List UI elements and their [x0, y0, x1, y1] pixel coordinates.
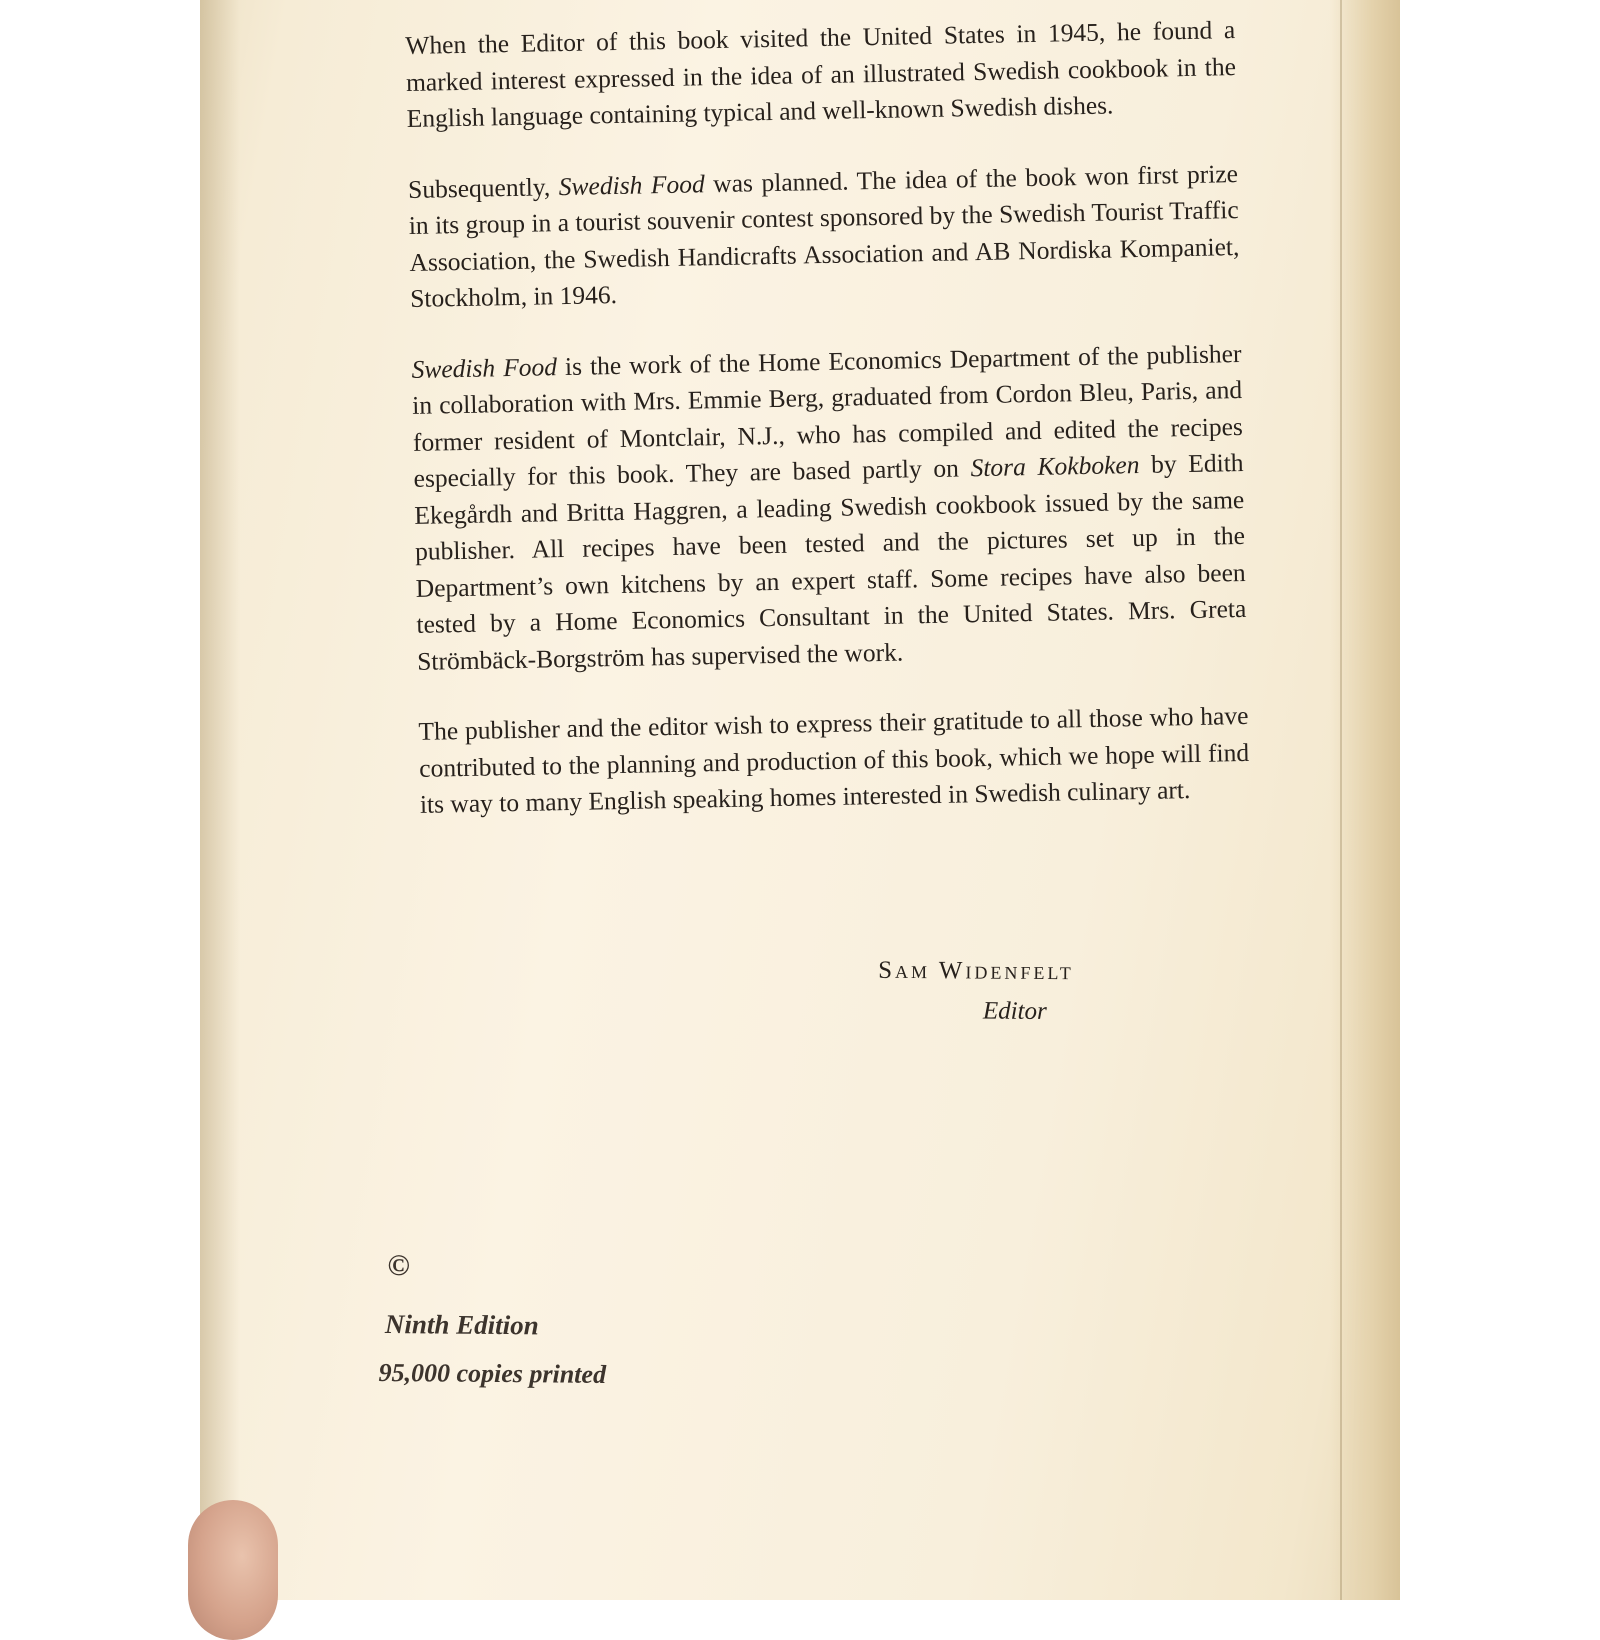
preface-paragraph-4: The publisher and the editor wish to express their gratitude to all those who have contributed to the planning and production of this book, which we hope will find its way to many English speaking homes interested in Swedish culinary art.: [418, 700, 1250, 819]
editor-role: Editor: [982, 997, 1047, 1025]
page-gutter-shadow: [200, 0, 240, 1600]
editor-signature: [878, 957, 1218, 1027]
page-edge-line: [1340, 0, 1342, 1600]
book-title: Swedish Food: [558, 168, 705, 201]
source-book-title: Stora Kokboken: [970, 449, 1140, 483]
preface-paragraph-3-part-1: is the work of the Home Economics Department of the publisher in collaboration with Mrs. Emmie Berg, graduated from Cordon Bleu, Paris, and former resident of Montclair, N.J., who has compiled and edited the recipes especially for this book. They are based partly on: [411, 338, 1244, 493]
preface-paragraph-1: When the Editor of this book visited the United States in 1945, he found a marked interest expressed in the idea of an illustrated Swedish cookbook in the English language containing typical and well-known Swedish dishes.: [405, 15, 1237, 133]
preface-paragraph-3: [411, 336, 1247, 680]
book-title: Swedish Food: [411, 351, 558, 384]
finger-holding-page: [188, 1500, 278, 1640]
editor-name: Sam Widenfelt: [878, 956, 1074, 986]
preface-paragraph-2: [408, 156, 1241, 318]
preface-paragraph-2-end: was planned. The idea of the book won first prize in its group in a tourist souvenir contest sponsored by the Swedish Tourist Traffic Association, the Swedish Handicrafts Association and AB Nordiska Kompaniet, Stockholm, in 1946.: [408, 158, 1240, 313]
preface-paragraph-3-part-2: by Edith Ekegårdh and Britta Haggren, a leading Swedish cookbook issued by the same publisher. All recipes have been tested and the pictures set up in the Department’s own kitchens by an expert staff. Some recipes have also been tested by a Home Economics Consultant in the United States. Mrs. Greta Strömbäck-Borgström has supervised the work.: [414, 447, 1247, 676]
copyright-icon: ©: [387, 1249, 411, 1283]
print-run-label: 95,000 copies printed: [378, 1357, 607, 1389]
preface-text: [405, 12, 1251, 857]
colophon: [378, 1249, 607, 1390]
edition-label: Ninth Edition: [384, 1309, 539, 1341]
preface-paragraph-2-start: Subsequently,: [407, 171, 560, 204]
